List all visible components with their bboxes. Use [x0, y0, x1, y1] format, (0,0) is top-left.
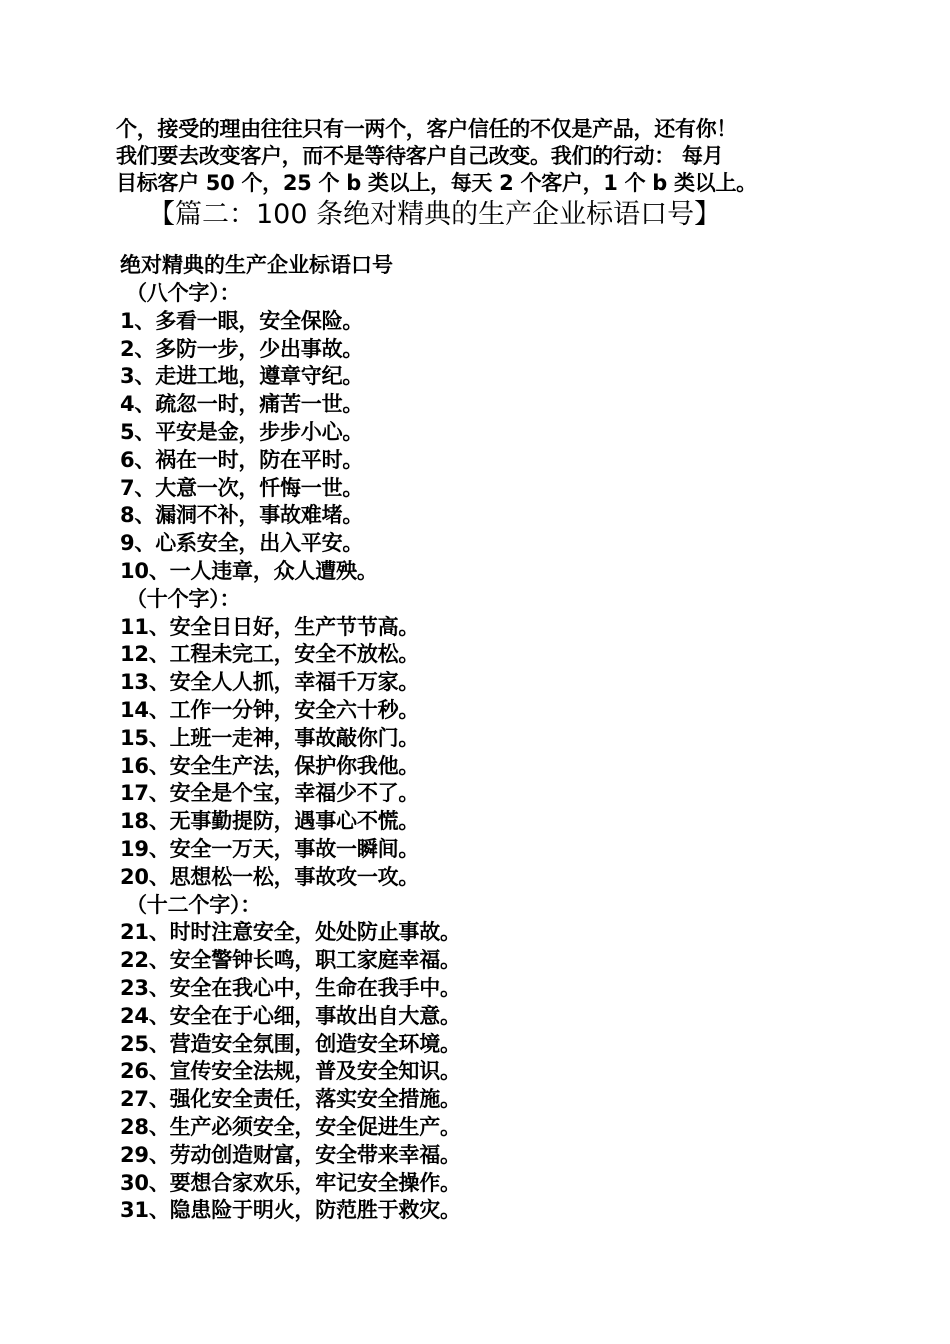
slogan-item: 29、劳动创造财富，安全带来幸福。 [120, 1142, 461, 1167]
slogan-item: 19、安全一万天，事故一瞬间。 [120, 836, 420, 861]
slogan-item: 21、时时注意安全，处处防止事故。 [120, 920, 461, 945]
slogan-item: 23、安全在我心中，生命在我手中。 [120, 975, 461, 1000]
intro-paragraph [116, 116, 836, 197]
slogan-item: 12、工程未完工，安全不放松。 [120, 642, 420, 667]
slogan-item: 9、心系安全，出入平安。 [120, 531, 364, 556]
intro-line: 个，接受的理由往往只有一两个，客户信任的不仅是产品，还有你！ [116, 117, 737, 141]
slogan-item: 15、上班一走神，事故敲你门。 [120, 725, 420, 750]
slogan-list [120, 280, 461, 1225]
slogan-item: 30、要想合家欢乐，牢记安全操作。 [120, 1170, 461, 1195]
slogan-item: 10、一人违章，众人遭殃。 [120, 558, 378, 583]
slogan-item: 7、大意一次，忏悔一世。 [120, 475, 364, 500]
slogan-item: 26、宣传安全法规，普及安全知识。 [120, 1059, 461, 1084]
slogan-item: 8、漏洞不补，事故难堵。 [120, 503, 364, 528]
intro-line: 我们要去改变客户，而不是等待客户自己改变。我们的行动： 每月 [116, 144, 724, 168]
slogan-item: 22、安全警钟长鸣，职工家庭幸福。 [120, 948, 461, 973]
slogan-item: 28、生产必须安全，安全促进生产。 [120, 1114, 461, 1139]
section-title: 绝对精典的生产企业标语口号 [120, 253, 393, 277]
slogan-item: 16、安全生产法，保护你我他。 [120, 753, 420, 778]
slogan-item: 18、无事勤提防，遇事心不慌。 [120, 809, 420, 834]
slogan-item: 27、强化安全责任，落实安全措施。 [120, 1087, 461, 1112]
slogan-item: 6、祸在一时，防在平时。 [120, 447, 364, 472]
slogan-item: 13、安全人人抓，幸福千万家。 [120, 670, 420, 695]
slogan-item: 11、安全日日好，生产节节高。 [120, 614, 420, 639]
slogan-item: 25、营造安全氛围，创造安全环境。 [120, 1031, 461, 1056]
slogan-item: 31、隐患险于明火，防范胜于救灾。 [120, 1198, 461, 1223]
slogan-item: 2、多防一步，少出事故。 [120, 336, 364, 361]
slogan-item: 3、走进工地，遵章守纪。 [120, 364, 364, 389]
intro-line: 目标客户 50 个，25 个 b 类以上，每天 2 个客户，1 个 b 类以上。 [116, 171, 757, 195]
group-heading: （十个字）： [126, 586, 241, 611]
slogan-item: 14、工作一分钟，安全六十秒。 [120, 697, 420, 722]
slogan-item: 20、思想松一松，事故攻一攻。 [120, 864, 420, 889]
slogan-item: 1、多看一眼，安全保险。 [120, 308, 364, 333]
slogan-item: 4、疏忽一时，痛苦一世。 [120, 392, 364, 417]
group-heading: （十二个字）： [126, 892, 262, 917]
slogan-item: 17、安全是个宝，幸福少不了。 [120, 781, 420, 806]
slogan-item: 5、平安是金，步步小心。 [120, 419, 364, 444]
chapter-title: 【篇二：100 条绝对精典的生产企业标语口号】 [148, 199, 722, 230]
slogan-item: 24、安全在于心细，事故出自大意。 [120, 1003, 461, 1028]
group-heading: （八个字）： [126, 281, 241, 305]
